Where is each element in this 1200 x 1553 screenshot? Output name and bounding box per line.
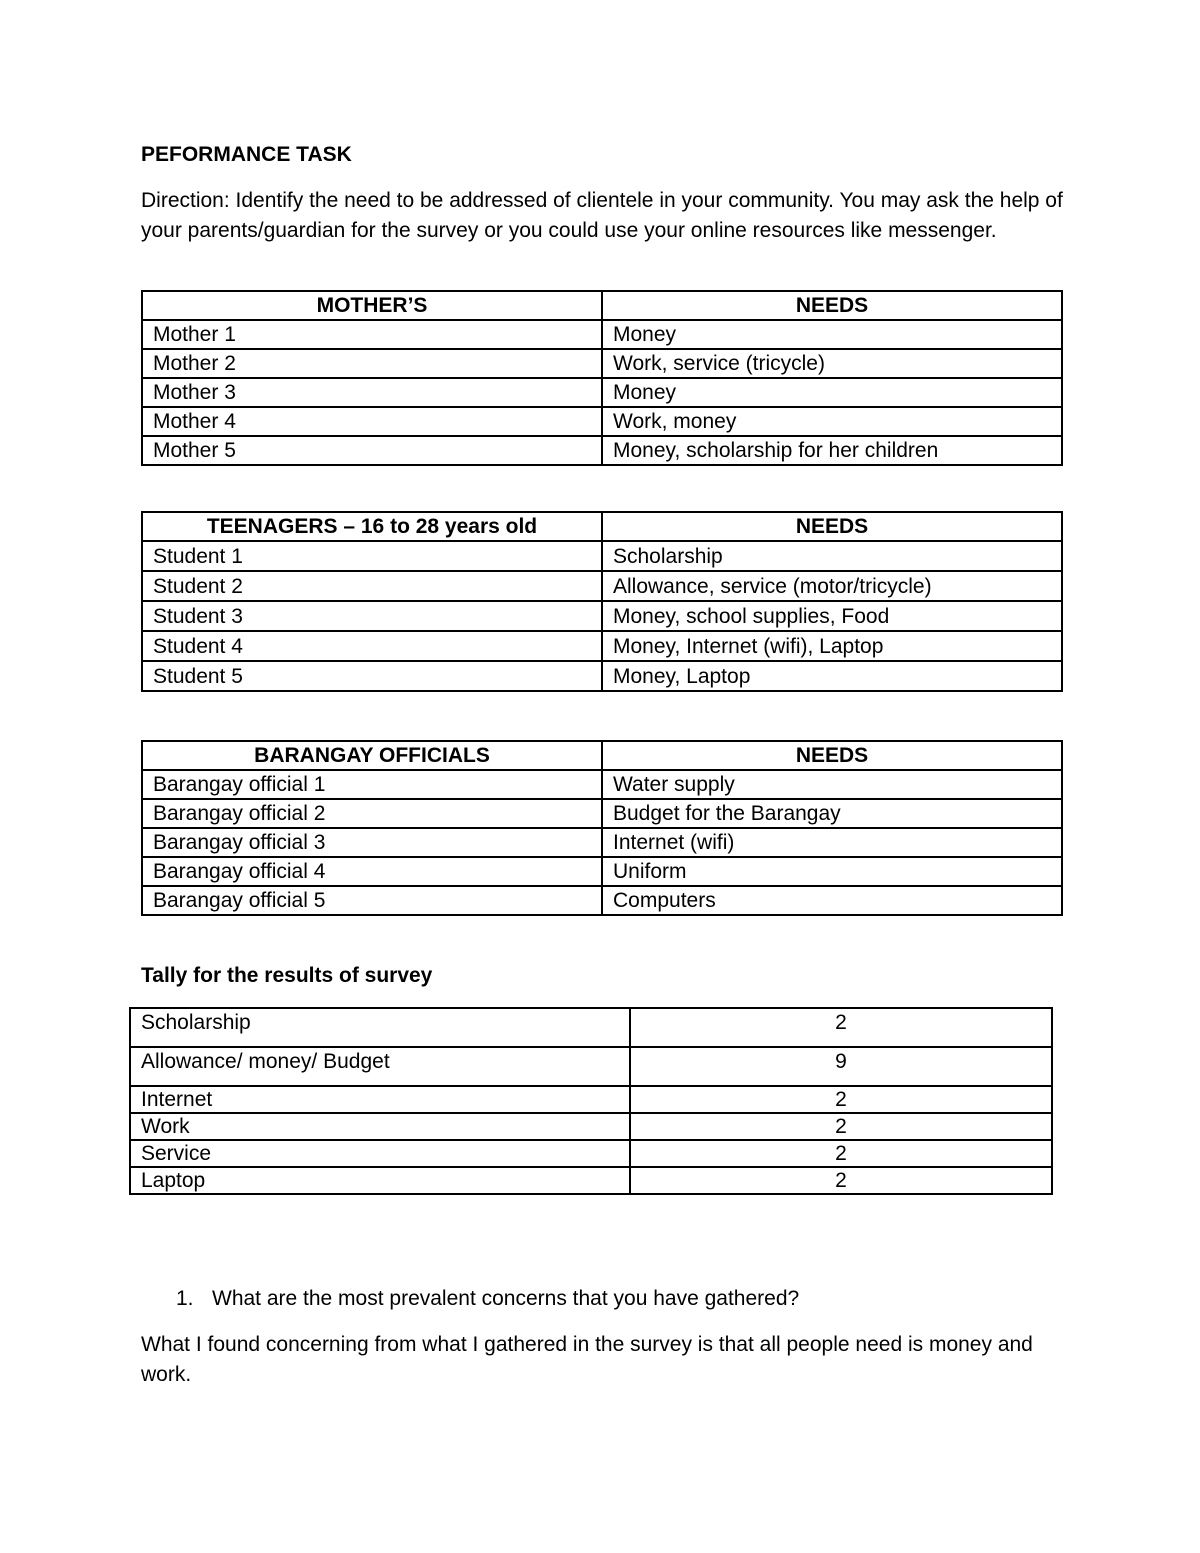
respondent-cell: Barangay official 1	[142, 770, 602, 799]
needs-cell: Work, money	[602, 407, 1062, 436]
table-row	[142, 857, 1062, 886]
respondent-cell: Mother 2	[142, 349, 602, 378]
table-row	[142, 828, 1062, 857]
needs-cell: Money, scholarship for her children	[602, 436, 1062, 465]
table-row	[142, 799, 1062, 828]
needs-cell: Water supply	[602, 770, 1062, 799]
respondent-cell: Student 4	[142, 631, 602, 661]
table-row	[130, 1113, 1052, 1140]
needs-cell: Computers	[602, 886, 1062, 915]
needs-cell: Money	[602, 320, 1062, 349]
respondent-cell: Mother 4	[142, 407, 602, 436]
column-header: NEEDS	[602, 741, 1062, 770]
column-header: NEEDS	[602, 512, 1062, 541]
tally-count-cell: 2	[630, 1086, 1052, 1113]
column-header: MOTHER’S	[142, 291, 602, 320]
respondent-cell: Student 3	[142, 601, 602, 631]
column-header: NEEDS	[602, 291, 1062, 320]
question-1	[176, 1287, 799, 1311]
respondent-cell: Barangay official 4	[142, 857, 602, 886]
respondent-cell: Student 2	[142, 571, 602, 601]
table-row	[142, 571, 1062, 601]
needs-cell: Budget for the Barangay	[602, 799, 1062, 828]
respondent-cell: Student 5	[142, 661, 602, 691]
table-row	[142, 770, 1062, 799]
document-title: PEFORMANCE TASK	[141, 143, 352, 166]
column-header: BARANGAY OFFICIALS	[142, 741, 602, 770]
needs-cell: Allowance, service (motor/tricycle)	[602, 571, 1062, 601]
column-header: TEENAGERS – 16 to 28 years old	[142, 512, 602, 541]
table-row	[130, 1167, 1052, 1194]
question-text: What are the most prevalent concerns that you have gathered?	[212, 1287, 800, 1310]
need-category-cell: Laptop	[130, 1167, 630, 1194]
teenagers-needs-table	[141, 511, 1063, 692]
table-row	[130, 1008, 1052, 1047]
needs-cell: Money	[602, 378, 1062, 407]
tally-title: Tally for the results of survey	[141, 964, 433, 987]
need-category-cell: Work	[130, 1113, 630, 1140]
table-row	[142, 407, 1062, 436]
tally-count-cell: 2	[630, 1113, 1052, 1140]
respondent-cell: Student 1	[142, 541, 602, 571]
respondent-cell: Mother 3	[142, 378, 602, 407]
tally-count-cell: 2	[630, 1167, 1052, 1194]
needs-cell: Money, school supplies, Food	[602, 601, 1062, 631]
tally-count-cell: 2	[630, 1008, 1052, 1047]
needs-cell: Money, Laptop	[602, 661, 1062, 691]
barangay-officials-needs-table	[141, 740, 1063, 916]
respondent-cell: Barangay official 5	[142, 886, 602, 915]
respondent-cell: Barangay official 2	[142, 799, 602, 828]
respondent-cell: Mother 5	[142, 436, 602, 465]
table-row	[130, 1140, 1052, 1167]
table-row	[130, 1047, 1052, 1086]
needs-cell: Uniform	[602, 857, 1062, 886]
table-row	[142, 541, 1062, 571]
table-row	[142, 661, 1062, 691]
need-category-cell: Service	[130, 1140, 630, 1167]
table-row	[142, 886, 1062, 915]
tally-table	[129, 1007, 1053, 1195]
question-number: 1.	[176, 1287, 194, 1310]
table-row	[142, 436, 1062, 465]
need-category-cell: Scholarship	[130, 1008, 630, 1047]
respondent-cell: Mother 1	[142, 320, 602, 349]
needs-cell: Scholarship	[602, 541, 1062, 571]
table-header-row	[142, 741, 1062, 770]
needs-cell: Internet (wifi)	[602, 828, 1062, 857]
answer-1: What I found concerning from what I gathered in the survey is that all people need is money and work.	[141, 1333, 1033, 1386]
table-row	[142, 601, 1062, 631]
tally-count-cell: 9	[630, 1047, 1052, 1086]
need-category-cell: Internet	[130, 1086, 630, 1113]
table-row	[142, 349, 1062, 378]
table-header-row	[142, 512, 1062, 541]
table-row	[142, 320, 1062, 349]
mothers-needs-table	[141, 290, 1063, 466]
table-row	[142, 378, 1062, 407]
tally-count-cell: 2	[630, 1140, 1052, 1167]
table-row	[130, 1086, 1052, 1113]
table-row	[142, 631, 1062, 661]
respondent-cell: Barangay official 3	[142, 828, 602, 857]
direction-text: Direction: Identify the need to be addressed of clientele in your community. You may ask the help of your parents/guardian for the survey or you could use your online resources like messenger.	[141, 189, 1063, 242]
needs-cell: Money, Internet (wifi), Laptop	[602, 631, 1062, 661]
needs-cell: Work, service (tricycle)	[602, 349, 1062, 378]
table-header-row	[142, 291, 1062, 320]
need-category-cell: Allowance/ money/ Budget	[130, 1047, 630, 1086]
